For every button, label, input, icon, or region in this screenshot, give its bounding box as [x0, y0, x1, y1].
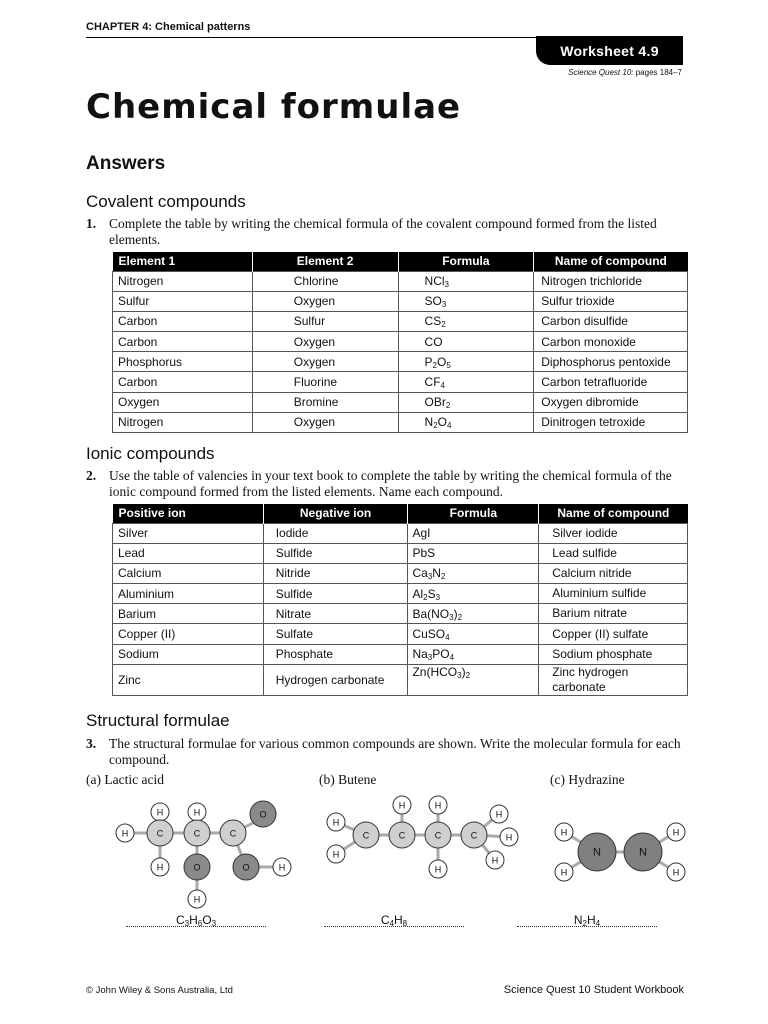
- carbon-atom-label: C: [193, 828, 201, 839]
- table-row: [113, 523, 688, 543]
- formula-cell: $P_2O_5$: [398, 352, 534, 372]
- formula-cell: AgI: [408, 523, 539, 543]
- table-row: [113, 644, 688, 664]
- compound-name-cell: Carbon tetrafluoride: [534, 372, 688, 392]
- question-2-number: 2.: [86, 468, 97, 483]
- ionic-table: [112, 504, 688, 696]
- ionic-header-positive-ion: Positive ion: [113, 504, 264, 523]
- table-row: [113, 352, 688, 372]
- covalent-header-element-1: Element 1: [113, 252, 253, 271]
- answer-line-b: [324, 926, 464, 927]
- element-1-cell: Carbon: [113, 332, 253, 352]
- covalent-heading: Covalent compounds: [86, 192, 246, 211]
- element-1-cell: Phosphorus: [113, 352, 253, 372]
- element-1-cell: Carbon: [113, 311, 253, 331]
- page-title: Chemical formulae: [86, 87, 462, 127]
- formula-cell: CuSO$_4$: [408, 624, 539, 644]
- hydrogen-atom-label: H: [434, 800, 442, 811]
- ref-book: Science Quest 10:: [568, 68, 634, 77]
- positive-ion-cell: Aluminium: [113, 584, 264, 604]
- oxygen-atom-label: O: [193, 862, 201, 873]
- compound-name-cell: Diphosphorus pentoxide: [534, 352, 688, 372]
- footer-book-title: Science Quest 10 Student Workbook: [503, 984, 684, 996]
- lactic-acid-structure: [110, 792, 300, 912]
- formula-cell: $Na_3PO_4$: [408, 644, 539, 664]
- molecule-label-lactic-acid: (a) Lactic acid: [86, 772, 164, 787]
- hydrogen-atom-label: H: [672, 827, 680, 838]
- hydrogen-atom-label: H: [398, 800, 406, 811]
- carbon-atom-label: C: [229, 828, 237, 839]
- compound-name-cell: Lead sulfide: [539, 543, 688, 563]
- hydrogen-atom-label: H: [560, 827, 568, 838]
- formula-cell: $CF_4$: [398, 372, 534, 392]
- butene-structure: [318, 792, 528, 884]
- element-2-cell: Chlorine: [252, 271, 398, 291]
- hydrogen-atom-label: H: [560, 867, 568, 878]
- table-row: [113, 543, 688, 563]
- answer-hydrazine: $N_2H_4$: [573, 913, 601, 928]
- compound-name-cell: Carbon disulfide: [534, 311, 688, 331]
- hydrogen-atom-label: H: [121, 828, 129, 839]
- formula-cell: $N_2O_4$: [398, 412, 534, 432]
- hydrogen-atom-label: H: [332, 849, 340, 860]
- answer-line-c: [517, 926, 657, 927]
- compound-name-cell: Aluminium sulfide: [539, 584, 688, 604]
- worksheet-tab: Worksheet 4.9: [536, 36, 683, 65]
- positive-ion-cell: Lead: [113, 543, 264, 563]
- formula-cell: CO: [398, 332, 534, 352]
- question-1: [86, 216, 686, 248]
- compound-name-cell: Calcium nitride: [539, 563, 688, 583]
- element-2-cell: Oxygen: [252, 291, 398, 311]
- hydrogen-atom-label: H: [278, 862, 286, 873]
- positive-ion-cell: Barium: [113, 604, 264, 624]
- negative-ion-cell: Sulfide: [263, 584, 408, 604]
- element-2-cell: Sulfur: [252, 311, 398, 331]
- compound-name-cell: Copper (II) sulfate: [539, 624, 688, 644]
- table-row: [113, 624, 688, 644]
- answer-butene: $C_4H_8$: [380, 913, 408, 928]
- compound-name-cell: Barium nitrate: [539, 604, 688, 624]
- textbook-reference: [568, 68, 682, 77]
- formula-cell: OBr$_2$: [398, 392, 534, 412]
- element-2-cell: Bromine: [252, 392, 398, 412]
- answer-line-a: [126, 926, 266, 927]
- compound-name-cell: Sulfur trioxide: [534, 291, 688, 311]
- carbon-atom-label: C: [156, 828, 164, 839]
- question-1-number: 1.: [86, 216, 97, 231]
- compound-name-cell: Sodium phosphate: [539, 644, 688, 664]
- hydrogen-atom-label: H: [495, 809, 503, 820]
- negative-ion-cell: Sulfate: [263, 624, 408, 644]
- element-2-cell: Oxygen: [252, 412, 398, 432]
- table-row: [113, 291, 688, 311]
- element-1-cell: Oxygen: [113, 392, 253, 412]
- hydrogen-atom-label: H: [156, 807, 164, 818]
- molecule-label-butene: (b) Butene: [319, 772, 377, 787]
- positive-ion-cell: Silver: [113, 523, 264, 543]
- negative-ion-cell: Nitride: [263, 563, 408, 583]
- hydrazine-structure: [548, 815, 693, 890]
- answer-lactic-acid: $C_3H_6O_3$: [175, 913, 217, 928]
- question-2-text: Use the table of valencies in your text book to complete the table by writing the chemical formula of the ionic compound formed from the listed elements. Name each compound.: [109, 468, 672, 499]
- table-row: [113, 372, 688, 392]
- positive-ion-cell: Calcium: [113, 563, 264, 583]
- oxygen-atom-label: O: [259, 809, 267, 820]
- table-row: [113, 271, 688, 291]
- formula-cell: NCl$_3$: [398, 271, 534, 291]
- carbon-atom-label: C: [362, 830, 370, 841]
- element-2-cell: Oxygen: [252, 332, 398, 352]
- element-2-cell: Oxygen: [252, 352, 398, 372]
- positive-ion-cell: Copper (II): [113, 624, 264, 644]
- chapter-header: CHAPTER 4: Chemical patterns: [86, 21, 251, 33]
- covalent-header-element-2: Element 2: [252, 252, 398, 271]
- hydrogen-atom-label: H: [434, 864, 442, 875]
- ionic-header-name-of-compound: Name of compound: [539, 504, 688, 523]
- ionic-heading: Ionic compounds: [86, 444, 215, 463]
- element-1-cell: Sulfur: [113, 291, 253, 311]
- compound-name-cell: Zinc hydrogen carbonate: [539, 664, 688, 695]
- covalent-table: [112, 252, 688, 433]
- formula-cell: $CS_2$: [398, 311, 534, 331]
- hydrogen-atom-label: H: [193, 807, 201, 818]
- hydrogen-atom-label: H: [491, 855, 499, 866]
- negative-ion-cell: Phosphate: [263, 644, 408, 664]
- table-row: [113, 332, 688, 352]
- negative-ion-cell: Hydrogen carbonate: [263, 664, 408, 695]
- question-3-number: 3.: [86, 736, 97, 751]
- table-row: [113, 311, 688, 331]
- formula-cell: PbS: [408, 543, 539, 563]
- formula-cell: $Al_2S_3$: [408, 584, 539, 604]
- compound-name-cell: Dinitrogen tetroxide: [534, 412, 688, 432]
- positive-ion-cell: Zinc: [113, 664, 264, 695]
- covalent-header-formula: Formula: [398, 252, 534, 271]
- element-1-cell: Nitrogen: [113, 271, 253, 291]
- carbon-atom-label: C: [434, 830, 442, 841]
- table-row: [113, 392, 688, 412]
- answers-heading: Answers: [86, 153, 166, 174]
- nitrogen-atom-label: N: [593, 846, 601, 859]
- table-row: [113, 584, 688, 604]
- carbon-atom-label: C: [398, 830, 406, 841]
- table-row: [113, 664, 688, 695]
- table-row: [113, 604, 688, 624]
- ionic-header-negative-ion: Negative ion: [263, 504, 408, 523]
- formula-cell: $Ca_3N_2$: [408, 563, 539, 583]
- hydrogen-atom-label: H: [672, 867, 680, 878]
- hydrogen-atom-label: H: [505, 832, 513, 843]
- element-1-cell: Carbon: [113, 372, 253, 392]
- question-2: [86, 468, 686, 500]
- nitrogen-atom-label: N: [639, 846, 647, 859]
- element-2-cell: Fluorine: [252, 372, 398, 392]
- structural-heading: Structural formulae: [86, 711, 230, 730]
- molecule-label-hydrazine: (c) Hydrazine: [550, 772, 625, 787]
- ref-pages: pages 184–7: [633, 68, 682, 77]
- compound-name-cell: Carbon monoxide: [534, 332, 688, 352]
- hydrogen-atom-label: H: [332, 817, 340, 828]
- ionic-header-formula: Formula: [408, 504, 539, 523]
- compound-name-cell: Oxygen dibromide: [534, 392, 688, 412]
- formula-cell: $Ba(NO_3)_2$: [408, 604, 539, 624]
- element-1-cell: Nitrogen: [113, 412, 253, 432]
- positive-ion-cell: Sodium: [113, 644, 264, 664]
- negative-ion-cell: Nitrate: [263, 604, 408, 624]
- table-row: [113, 412, 688, 432]
- hydrogen-atom-label: H: [156, 862, 164, 873]
- carbon-atom-label: C: [470, 830, 478, 841]
- table-row: [113, 563, 688, 583]
- hydrogen-atom-label: H: [193, 894, 201, 905]
- footer-copyright: © John Wiley & Sons Australia, Ltd: [86, 985, 233, 996]
- covalent-header-name-of-compound: Name of compound: [534, 252, 688, 271]
- negative-ion-cell: Sulfide: [263, 543, 408, 563]
- oxygen-atom-label: O: [242, 862, 250, 873]
- compound-name-cell: Silver iodide: [539, 523, 688, 543]
- negative-ion-cell: Iodide: [263, 523, 408, 543]
- formula-cell: $Zn(HCO_3)_2$: [408, 664, 539, 695]
- question-3-text: The structural formulae for various common compounds are shown. Write the molecular formula for each compound.: [109, 736, 681, 767]
- question-1-text: Complete the table by writing the chemical formula of the covalent compound formed from the listed elements.: [109, 216, 657, 247]
- question-3: [86, 736, 686, 768]
- formula-cell: $SO_3$: [398, 291, 534, 311]
- compound-name-cell: Nitrogen trichloride: [534, 271, 688, 291]
